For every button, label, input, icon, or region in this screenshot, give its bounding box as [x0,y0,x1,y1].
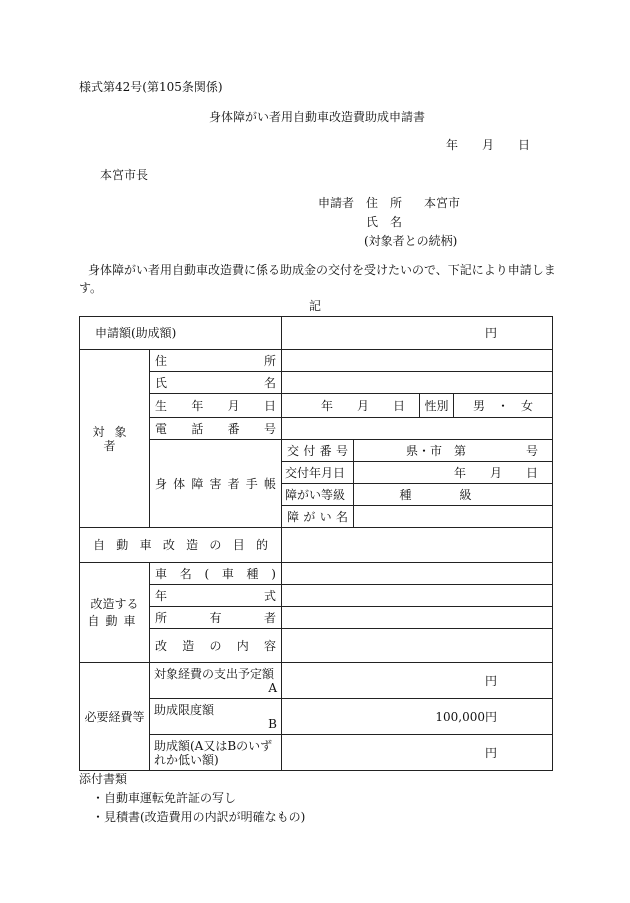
phone-label: 電 話 番 号 [150,418,282,440]
request-amount-field[interactable] [282,317,553,350]
grade-field[interactable]: 種 級 [354,484,553,506]
ki-heading: 記 [309,299,322,313]
grant-amount-unit: 円 [485,745,498,760]
form-number: 様式第42号(第105条関係) [79,80,223,94]
birth-date-field[interactable]: 年 月 日 [282,394,420,418]
sex-label: 性別 [420,394,454,418]
car-model-label: 車 名 ( 車 種 ) [150,563,282,585]
document-title: 身体障がい者用自動車改造費助成申請書 [209,110,426,124]
purpose-label: 自 動 車 改 造 の 目 的 [80,528,282,563]
modified-car-label: 改造する 自動車 [80,563,150,663]
subject-name-label: 氏 名 [150,372,282,394]
subject-address-field[interactable] [282,350,553,372]
request-text-line2: す。 [79,281,103,295]
expenses-label: 必要経費等 [80,663,150,771]
request-amount-unit: 円 [485,326,498,340]
applicant-label: 申請者 [318,196,355,210]
car-owner-label: 所 有 者 [150,607,282,629]
planned-expense-unit: 円 [485,673,498,688]
request-amount-label: 申請額(助成額) [95,326,177,340]
issue-date-field[interactable]: 年 月 日 [354,462,553,484]
grant-limit-label: 助成限度額 B [150,699,282,735]
disability-name-label: 障 が い 名 [282,506,354,528]
request-amount-row [80,317,553,350]
grant-limit-value: 100,000円 [282,699,553,735]
subject-label: 対象者 [80,350,150,528]
grade-label: 障がい等級 [282,484,354,506]
planned-expense-label: 対象経費の支出予定額 A [150,663,282,699]
applicant-address-value: 本宮市 [424,196,461,210]
handbook-label: 身 体 障 害 者 手 帳 [150,440,282,528]
purpose-field[interactable] [282,528,553,563]
car-year-field[interactable] [282,585,553,607]
attachments-heading: 添付書類 [79,772,128,786]
car-year-label: 年 式 [150,585,282,607]
sex-field[interactable]: 男 ・ 女 [454,394,553,418]
planned-expense-field[interactable] [282,663,553,699]
disability-name-field[interactable] [354,506,553,528]
car-owner-field[interactable] [282,607,553,629]
addressee: 本宮市長 [100,168,149,182]
application-form-table [79,316,553,771]
subject-address-label: 住 所 [150,350,282,372]
issue-date-label: 交付年月日 [282,462,354,484]
subject-name-field[interactable] [282,372,553,394]
issue-number-label: 交 付 番 号 [282,440,354,462]
grant-amount-field[interactable] [282,735,553,771]
grant-amount-label: 助成額(A又はBのいず れか低い額) [150,735,282,771]
phone-field[interactable] [282,418,553,440]
applicant-address-label: 住 所 [366,196,403,210]
date-line: 年 月 日 [446,138,531,152]
issue-number-field[interactable]: 県・市 第 号 [354,440,553,462]
applicant-relation-label: (対象者との続柄) [364,234,458,248]
attachment-item-license: ・自動車運転免許証の写し [92,791,237,805]
applicant-name-label: 氏 名 [366,215,403,229]
request-text-line1: 身体障がい者用自動車改造費に係る助成金の交付を受けたいので、下記により申請しま [88,263,556,277]
attachment-item-estimate: ・見積書(改造費用の内訳が明確なもの) [92,810,306,824]
modification-label: 改 造 の 内 容 [150,629,282,663]
car-model-field[interactable] [282,563,553,585]
birth-date-label: 生 年 月 日 [150,394,282,418]
modification-field[interactable] [282,629,553,663]
